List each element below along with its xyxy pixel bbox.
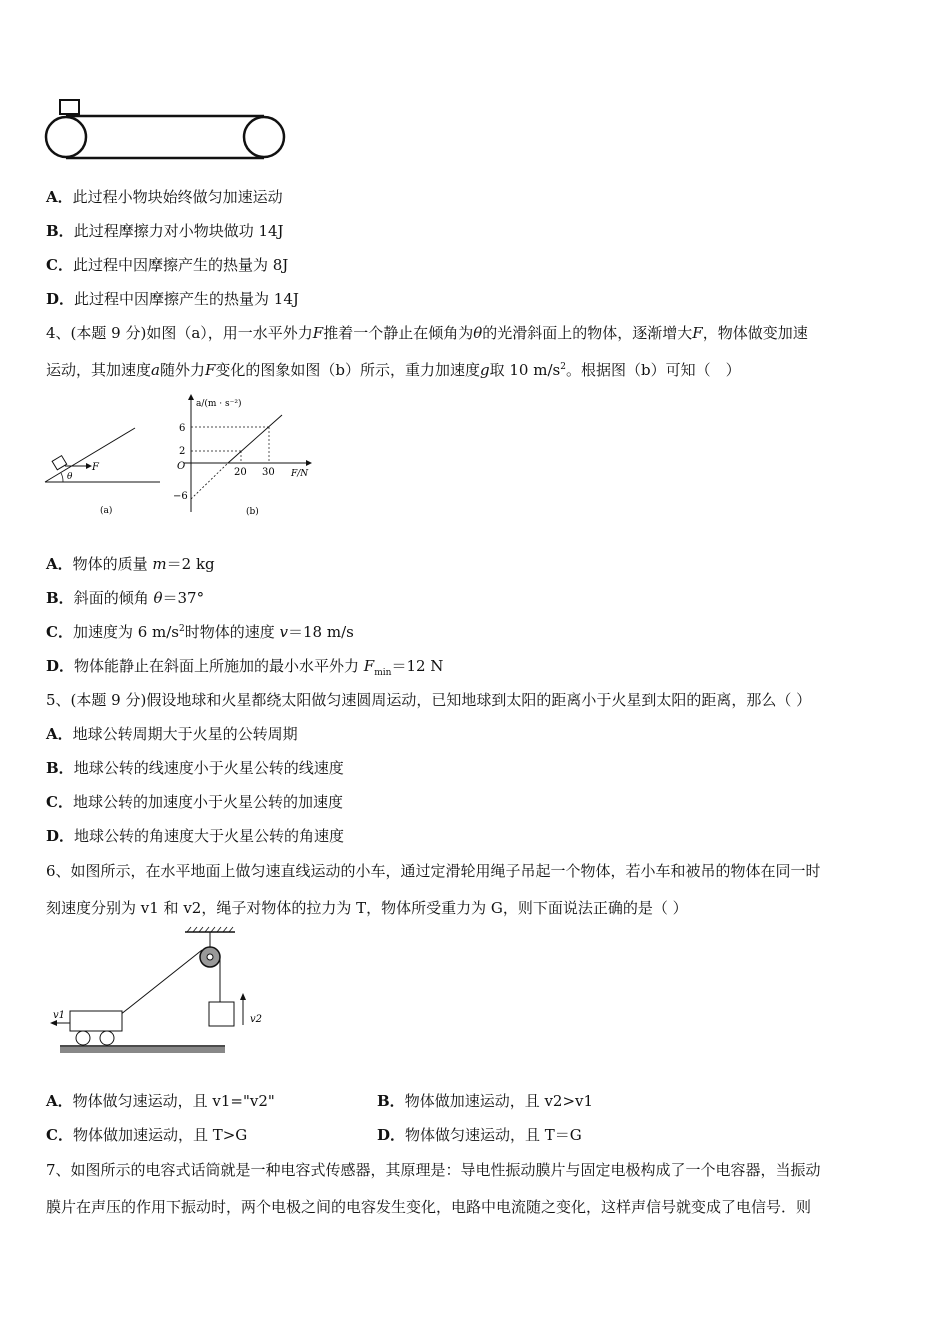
conveyor-belt-figure [40, 95, 295, 165]
hanging-block [209, 1002, 234, 1026]
text: 取 10 m/s [489, 361, 561, 379]
var: θ [153, 589, 163, 607]
y-axis-label: a/(m · s⁻²) [196, 399, 242, 409]
q6-option-c [46, 1124, 247, 1145]
text: 物体能静止在斜面上所施加的最小水平外力 [74, 657, 364, 675]
option-key: C． [46, 256, 73, 274]
q5-option-c [46, 791, 343, 812]
q6-stem-line2: 刻速度分别为 v1 和 v2，绳子对物体的拉力为 T，物体所受重力为 G，则下面说法正确的是（ ） [46, 899, 688, 917]
q4-option-a [46, 553, 215, 574]
text: 的光滑斜面上的物体，逐渐增大 [482, 324, 693, 342]
text: 变化的图象如图（b）所示，重力加速度 [215, 361, 481, 379]
text: ＝12 N [391, 657, 444, 675]
q5-option-b [46, 757, 344, 778]
question-number: 4、 [46, 324, 71, 342]
option-text: 此过程中因摩擦产生的热量为 8J [72, 256, 289, 274]
q3-option-c [46, 254, 288, 275]
option-key: D． [46, 290, 75, 308]
q5-stem: 5、(本题 9 分)假设地球和火星都绕太阳做匀速圆周运动，已知地球到太阳的距离小于火星到太阳的距离，那么（ ） [46, 691, 812, 709]
q4-option-b [46, 587, 204, 608]
incline-line [45, 428, 135, 482]
text: ＝18 m/s [288, 623, 354, 641]
tick-30: 30 [262, 467, 275, 478]
block [52, 456, 67, 470]
q3-option-b [46, 220, 284, 241]
text: (本题 9 分)如图（a），用一水平外力 [70, 324, 313, 342]
q4-option-d [46, 655, 443, 678]
origin-label: O [177, 461, 186, 472]
q6-option-d [377, 1124, 582, 1145]
q3-option-a [46, 186, 283, 207]
option-key: B． [46, 759, 74, 777]
q6-stem-line1: 6、如图所示，在水平地面上做匀速直线运动的小车，通过定滑轮用绳子吊起一个物体，若小车和被吊的物体在同一时 [46, 862, 821, 880]
var: g [480, 361, 490, 379]
x-axis-arrow [306, 460, 312, 466]
tick-minus-6: −6 [173, 491, 188, 502]
option-key: C． [46, 1126, 73, 1144]
option-key: A． [46, 1092, 73, 1110]
x-axis-label: F/N [291, 469, 309, 479]
q6-option-a [46, 1090, 275, 1111]
figure-b-label: (b) [246, 507, 259, 517]
q4-stem-line2 [46, 359, 741, 380]
option-text: 此过程摩擦力对小物块做功 14J [73, 222, 284, 240]
option-key: C． [46, 793, 73, 811]
theta-label: θ [67, 472, 73, 482]
option-key: D． [46, 657, 75, 675]
right-pulley [244, 117, 284, 157]
angle-arc [61, 473, 63, 482]
option-text: 地球公转的加速度小于火星公转的加速度 [72, 793, 343, 811]
q4-figure-b-graph [170, 392, 320, 522]
option-key: D． [46, 827, 75, 845]
text: 时物体的速度 [184, 623, 280, 641]
q4-stem-line1 [46, 322, 808, 343]
text: 斜面的倾角 [73, 589, 154, 607]
v2-label: v2 [250, 1014, 263, 1025]
graph-line [228, 415, 282, 463]
var: F [692, 324, 703, 342]
text: 运动，其加速度 [46, 361, 152, 379]
ground-hatch [60, 1047, 225, 1053]
option-text: 地球公转的线速度小于火星公转的线速度 [73, 759, 344, 777]
option-text: 物体做加速运动，且 v2>v1 [404, 1092, 594, 1110]
figure-a-label: (a) [100, 506, 113, 516]
extrapolation-dashed [191, 463, 228, 499]
v1-label: v1 [53, 1010, 66, 1021]
rope-to-cart [120, 950, 202, 1015]
q7-stem-line2: 膜片在声压的作用下振动时，两个电极之间的电容发生变化，电路中电流随之变化，这样声信号就变成了电信号．则 [46, 1198, 812, 1216]
superscript: 2 [179, 624, 185, 634]
force-label: F [92, 462, 99, 473]
var: F [312, 324, 324, 342]
text: 推着一个静止在倾角为 [323, 324, 474, 342]
left-pulley [46, 117, 86, 157]
block [60, 100, 79, 114]
cart-body [70, 1011, 122, 1031]
var: F [204, 361, 216, 379]
text: ＝37° [162, 589, 205, 607]
q5-option-a [46, 723, 298, 744]
option-key: A． [46, 555, 73, 573]
tick-6: 6 [179, 423, 186, 434]
y-axis-arrow [188, 394, 194, 400]
text: 随外力 [159, 361, 205, 379]
pulley-axle [207, 954, 213, 960]
var: m [152, 555, 167, 573]
var: v [279, 623, 289, 641]
option-key: B． [46, 222, 74, 240]
text: 加速度为 6 m/s [72, 623, 180, 641]
option-text: 物体做匀速运动，且 v1="v2" [72, 1092, 275, 1110]
q4-option-c [46, 621, 354, 642]
q6-pulley-figure [45, 925, 275, 1060]
option-key: D． [377, 1126, 406, 1144]
text: ，物体做变加速 [702, 324, 808, 342]
tick-2: 2 [179, 446, 186, 457]
cart-wheel-left [76, 1031, 90, 1045]
superscript: 2 [560, 362, 566, 372]
q7-stem-line1: 7、如图所示的电容式话筒就是一种电容式传感器，其原理是：导电性振动膜片与固定电极构成了一个电容器，当振动 [46, 1161, 821, 1179]
cart-wheel-right [100, 1031, 114, 1045]
option-text: 物体做加速运动，且 T>G [72, 1126, 248, 1144]
text: 物体的质量 [72, 555, 153, 573]
option-text: 此过程小物块始终做匀加速运动 [72, 188, 283, 206]
var: F [363, 657, 375, 675]
subscript: min [374, 668, 392, 678]
option-text: 地球公转周期大于火星的公转周期 [72, 725, 298, 743]
option-key: A． [46, 725, 73, 743]
option-text: 地球公转的角速度大于火星公转的角速度 [74, 827, 345, 845]
q6-option-b [377, 1090, 593, 1111]
var: θ [473, 324, 483, 342]
v2-arrow-head [240, 993, 246, 1000]
q4-figure-a-incline [40, 420, 170, 520]
option-key: A． [46, 188, 73, 206]
text: ＝2 kg [166, 555, 215, 573]
option-key: B． [377, 1092, 405, 1110]
var: a [151, 361, 160, 379]
option-text: 物体做匀速运动，且 T＝G [405, 1126, 582, 1144]
option-key: C． [46, 623, 73, 641]
text: 。根据图（b）可知（ ） [565, 361, 741, 379]
option-key: B． [46, 589, 74, 607]
q5-option-d [46, 825, 344, 846]
option-text: 此过程中因摩擦产生的热量为 14J [74, 290, 299, 308]
tick-20: 20 [234, 467, 247, 478]
q3-option-d [46, 288, 299, 309]
